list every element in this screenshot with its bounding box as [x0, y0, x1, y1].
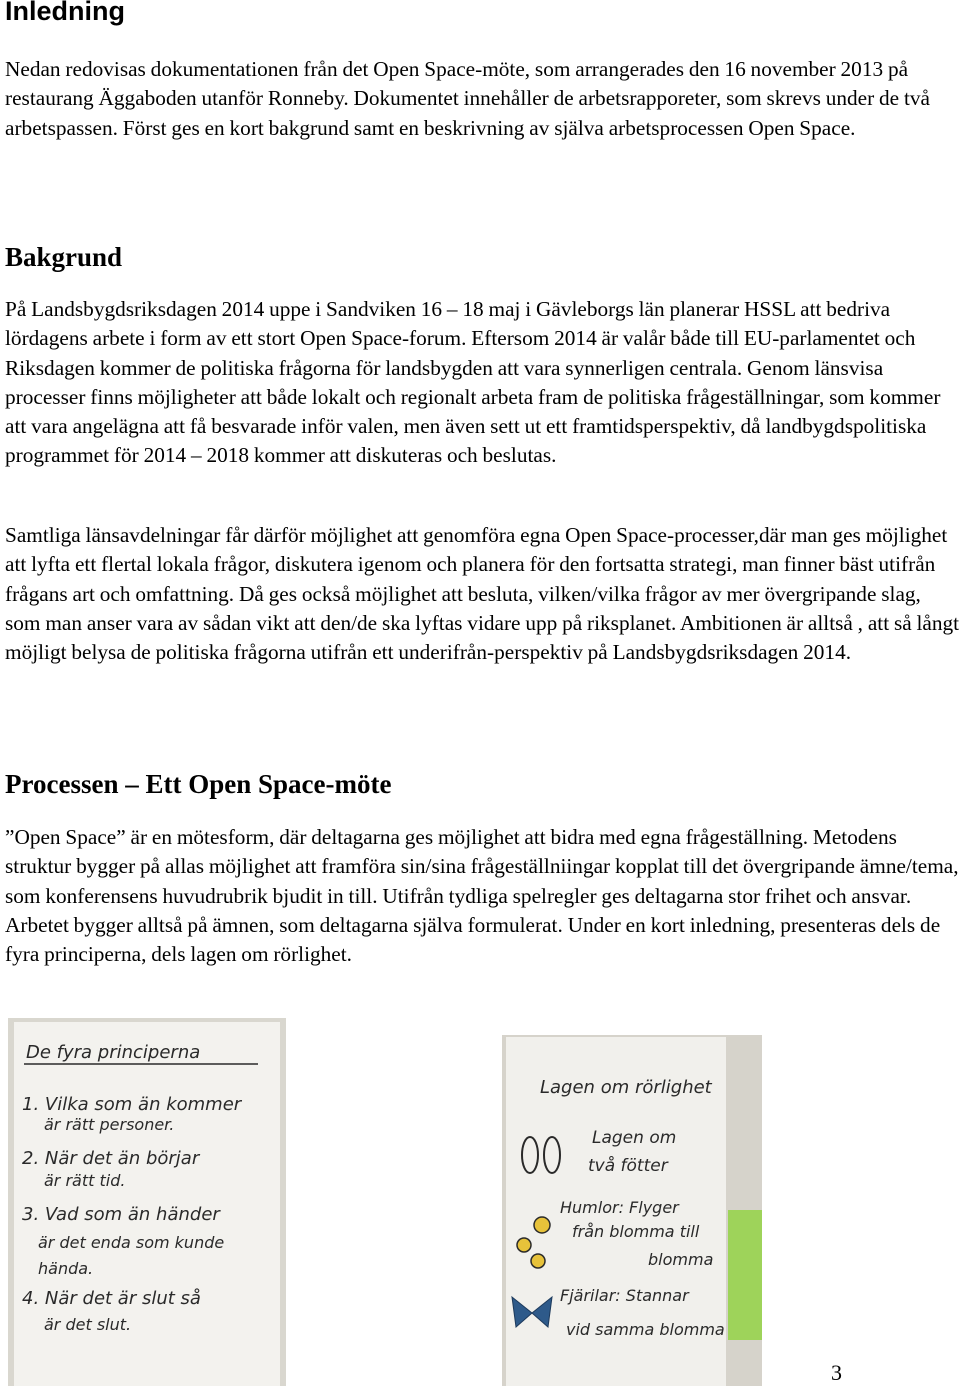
bumblebee-icon: [517, 1238, 531, 1252]
bumblebee-icon: [531, 1254, 545, 1268]
principles-line-2: är rätt personer.: [44, 1115, 175, 1134]
mobility-law-line-3: Humlor: Flyger: [560, 1198, 679, 1217]
principles-flipchart-photo: [8, 1018, 286, 1386]
mobility-law-line-6: Fjärilar: Stannar: [560, 1286, 689, 1305]
principles-line-3: 2. När det än börjar: [22, 1148, 200, 1169]
principles-line-7: hända.: [38, 1259, 94, 1278]
principles-line-1: 1. Vilka som än kommer: [22, 1094, 242, 1115]
mobility-law-line-5: blomma: [648, 1250, 714, 1269]
principles-line-4: är rätt tid.: [44, 1171, 126, 1190]
mobility-law-line-7: vid samma blomma: [566, 1320, 725, 1339]
intro-paragraph: Nedan redovisas dokumentationen från det Open Space-möte, som arrangerades den 16 november 2013 på restaurang Äggaboden utanför Ronneby. Dokumentet innehåller de arbetsrapporeter, som skrevs under de två arbetspassen. Först ges en kort bakgrund samt en beskrivning av själva arbetsprocessen Open Space.: [5, 57, 930, 140]
principles-line-9: är det slut.: [44, 1315, 132, 1334]
background-paragraph-2: Samtliga länsavdelningar får därför möjlighet att genomföra egna Open Space-processer,där man ges möjlighet att lyfta ett flertal lokala frågor, diskutera igenom och planera för den fortsatta strategi, man finner bäst utifrån frågans art och omfattning. Då ges också möjlighet att besluta, vilken/vilka frågor av mer övergripande slag, som man anser vara av sådan vikt att den/de ska lyftas vidare upp på riksplanet. Ambitionen är alltså , att så långt möjligt belysa de politiska frågorna utifrån ett underifrån-perspektiv på Landsbygdsriksdagen 2014.: [5, 523, 960, 665]
mobility-law-line-1: Lagen om: [592, 1128, 677, 1148]
intro-heading: Inledning: [5, 0, 125, 26]
bumblebee-icon: [534, 1217, 550, 1233]
mobility-law-flipchart-svg: [502, 1035, 762, 1386]
mobility-law-flipchart-photo: [502, 1035, 762, 1386]
mobility-law-line-4: från blomma till: [572, 1222, 700, 1241]
background-heading: Bakgrund: [5, 242, 123, 272]
mobility-law-title: Lagen om rörlighet: [540, 1077, 712, 1098]
principles-line-6: är det enda som kunde: [38, 1233, 225, 1252]
principles-line-5: 3. Vad som än händer: [22, 1204, 220, 1225]
mobility-law-line-2: två fötter: [588, 1156, 668, 1176]
principles-title: De fyra principerna: [26, 1042, 201, 1063]
process-heading: Processen – Ett Open Space-möte: [5, 769, 392, 799]
principles-flipchart-svg: [8, 1018, 286, 1386]
process-paragraph: ”Open Space” är en mötesform, där deltagarna ges möjlighet att bidra med egna frågeställning. Metodens struktur bygger på allas möjlighet att framföra sin/sina frågeställniingar kopplat till det övergripande ämne/tema, som konferensens huvudrubrik bjudit in till. Utifrån tydliga spelregler ges deltagarna stor frihet och ansvar. Arbetet bygger alltså på ämnen, som deltagarna själva formulerat. Under en kort inledning, presenteras dels de fyra principerna, dels lagen om rörlighet.: [5, 825, 959, 967]
background-paragraph-1: På Landsbygdsriksdagen 2014 uppe i Sandviken 16 – 18 maj i Gävleborgs län planerar HSSL att bedriva lördagens arbete i form av ett stort Open Space-forum. Eftersom 2014 är valår både till EU-parlamentet och Riksdagen kommer de politiska frågorna för landsbygden att vara synnerligen centrala. Genom länsvisa processer finns möjligheter att både lokalt och regionalt arbeta fram de politiska frågeställningar, som kommer att vara angelägna att få besvarade inför valen, men även sett ut ett framtidsperspektiv, då landbygdspolitiska programmet för 2014 – 2018 kommer att diskuteras och beslutas.: [5, 297, 941, 468]
principles-line-8: 4. När det är slut så: [22, 1288, 201, 1309]
page-number: 3: [831, 1360, 842, 1385]
